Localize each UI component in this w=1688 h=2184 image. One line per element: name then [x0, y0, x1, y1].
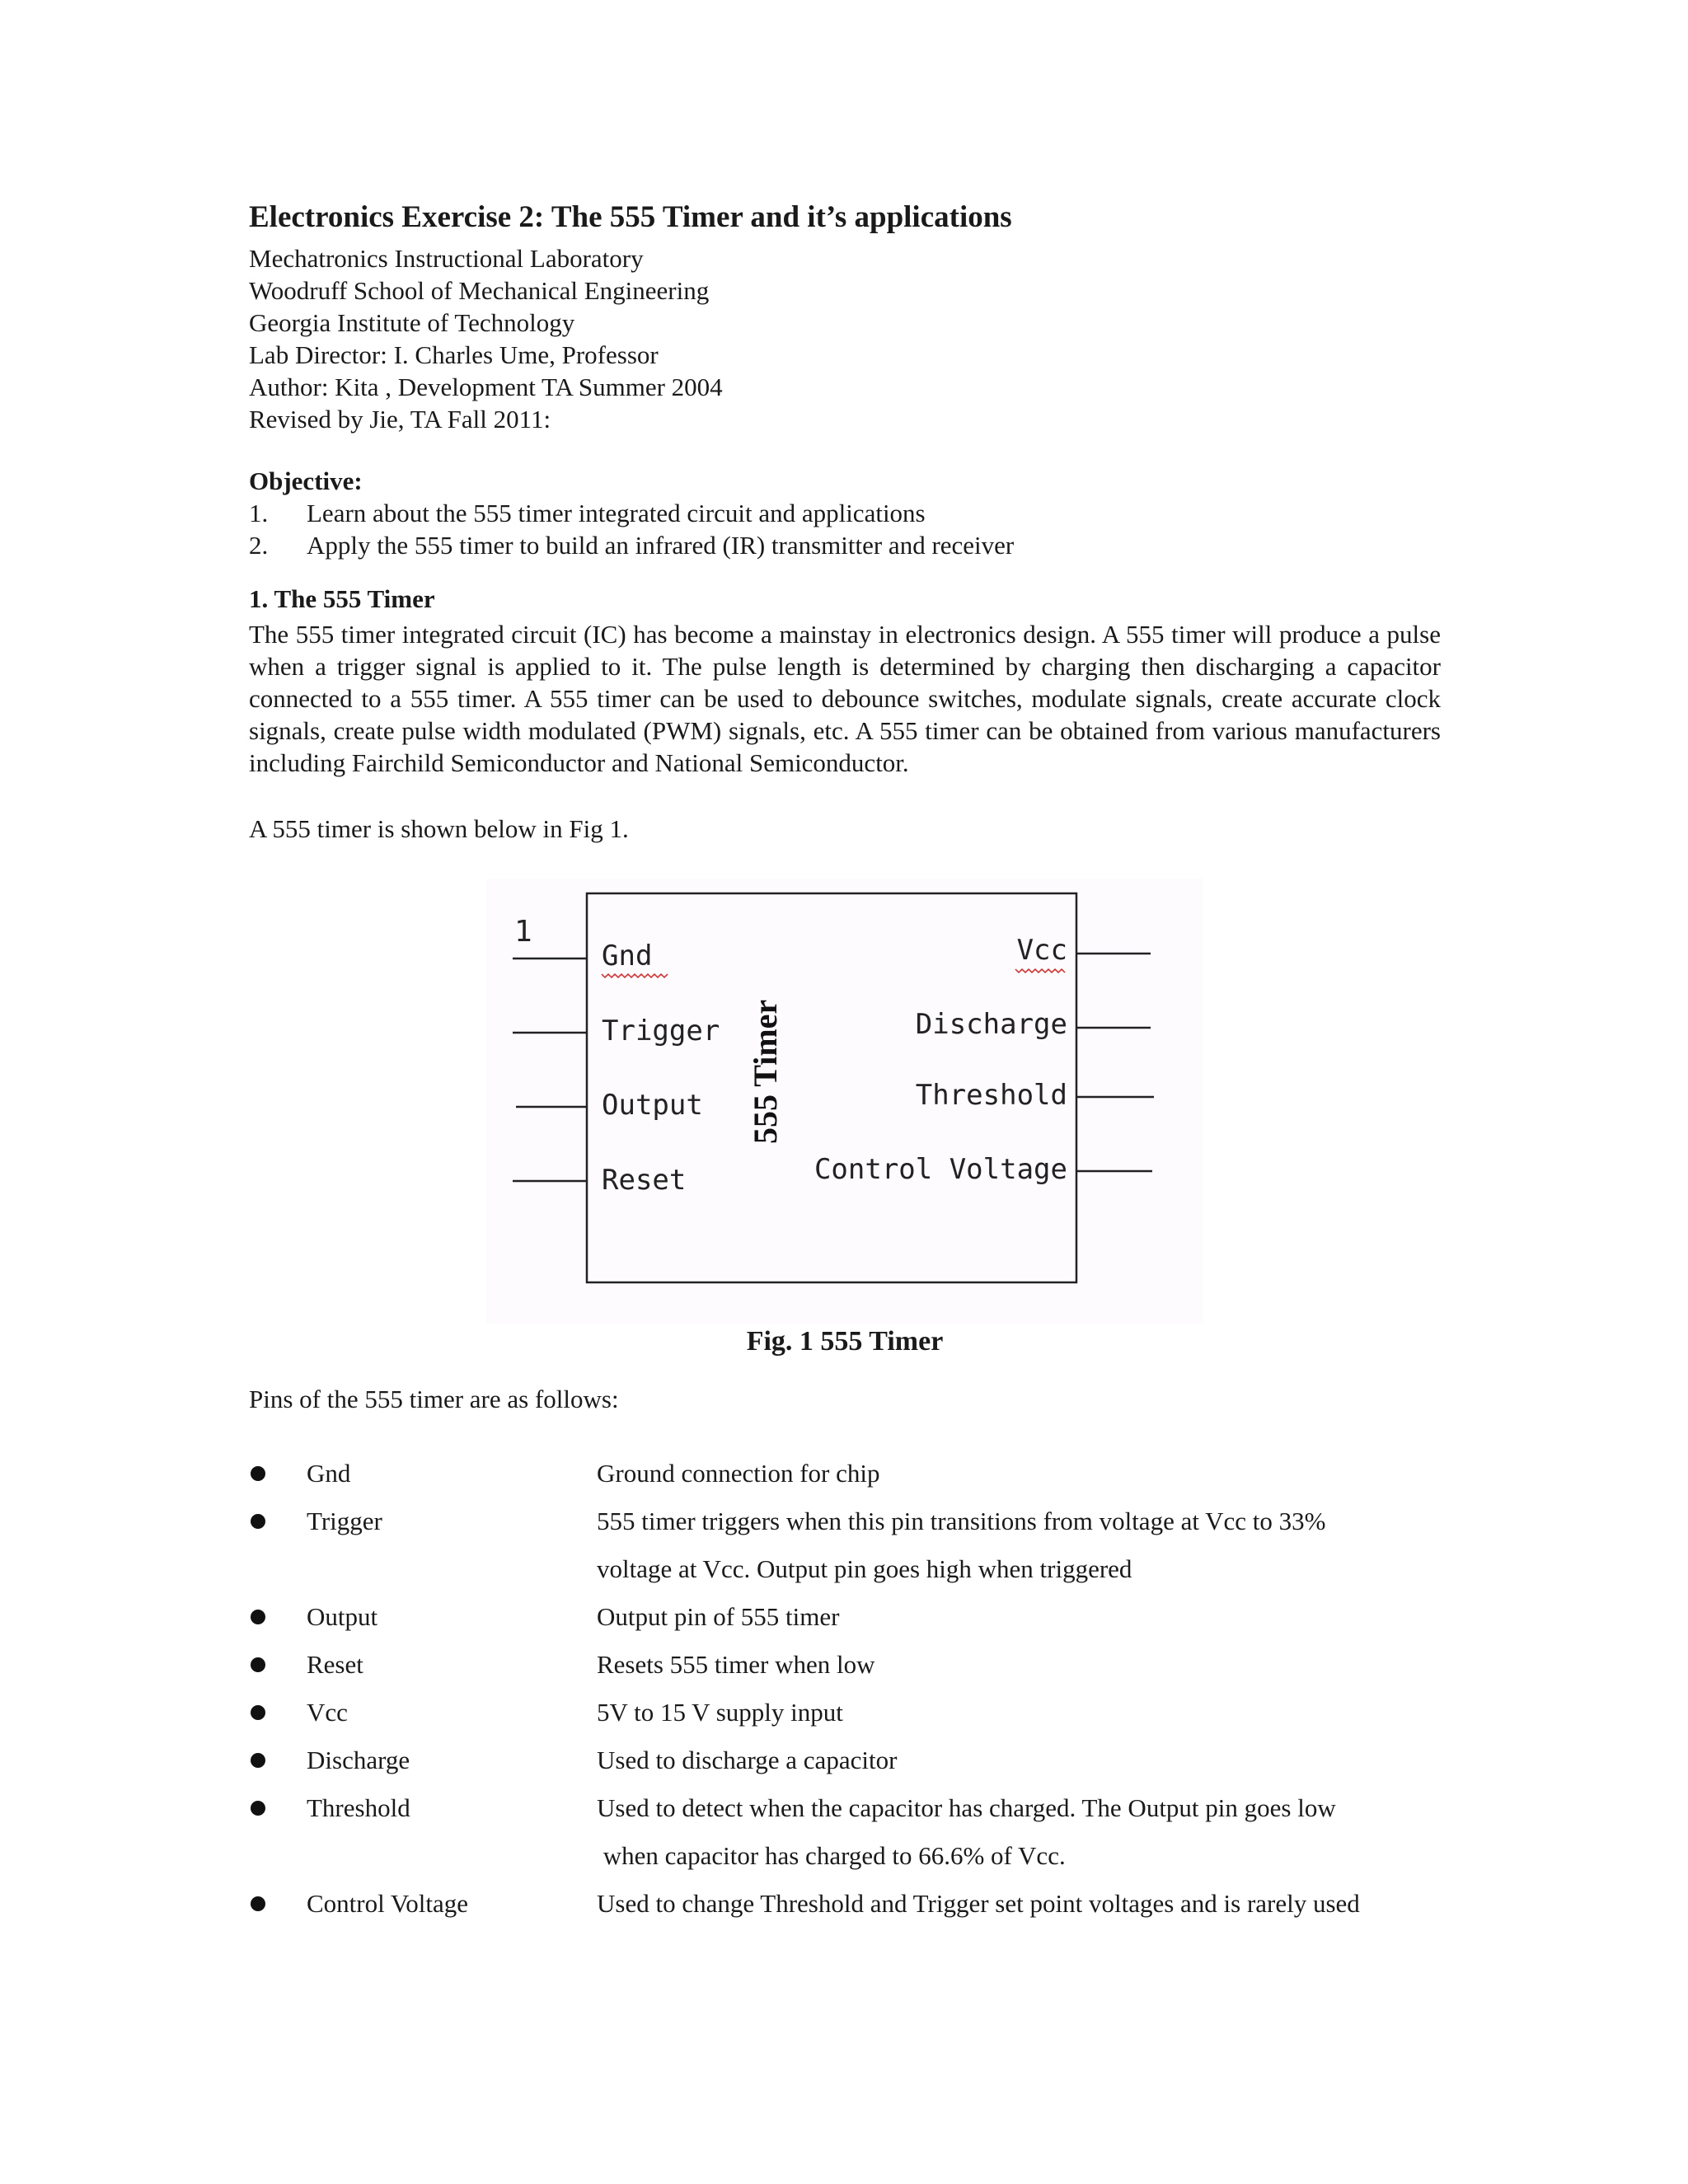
pin-label-trigger: Trigger: [602, 1015, 720, 1047]
header-line: Georgia Institute of Technology: [249, 308, 575, 337]
pin-label-gnd: Gnd: [602, 940, 653, 972]
section-heading: 1. The 555 Timer: [249, 584, 435, 613]
figure-555-timer: [0, 879, 1688, 1324]
list-item: [249, 1450, 1441, 1497]
list-text: Learn about the 555 timer integrated circuit and applications: [307, 499, 926, 527]
pin-name: Discharge: [307, 1746, 410, 1774]
pin-label-reset: Reset: [602, 1164, 687, 1197]
pin-name: Output: [307, 1602, 378, 1631]
pin-name: Vcc: [307, 1698, 348, 1727]
pin-label-vcc: Vcc: [1016, 934, 1067, 967]
pin-name: Gnd: [307, 1459, 351, 1488]
figure-background: [486, 879, 1203, 1324]
bullet-icon: [249, 1497, 307, 1593]
timer-diagram: [0, 879, 1688, 1324]
list-item: [249, 529, 1441, 561]
list-number: 2.: [249, 531, 269, 560]
pin-description: Used to change Threshold and Trigger set point voltages and is rarely used: [597, 1889, 1360, 1918]
header-line: Mechatronics Instructional Laboratory: [249, 244, 644, 273]
list-text: Apply the 555 timer to build an infrared (IR) transmitter and receiver: [307, 531, 1015, 560]
pin-label-output: Output: [602, 1089, 703, 1122]
list-item: [249, 1641, 1441, 1689]
pin-description: Used to discharge a capacitor: [597, 1746, 898, 1774]
objective-section: [249, 465, 1441, 561]
pin-label-threshold: Threshold: [915, 1079, 1067, 1112]
pin-description: 555 timer triggers when this pin transitions from voltage at Vcc to 33%: [597, 1507, 1326, 1535]
figure-caption: Fig. 1 555 Timer: [746, 1326, 944, 1357]
pin-name: Control Voltage: [307, 1889, 469, 1918]
intro-paragraph: The 555 timer integrated circuit (IC) has become a mainstay in electronics design. A 555 timer will produce a pulse when a trigger signal is applied to it. The pulse length is determined by charging then discharging a capacitor connected to a 555 timer. A 555 timer can be used to debounce switches, modulate signals, create accurate clock signals, create pulse width modulated (PWM) signals, etc. A 555 timer can be obtained from various manufacturers including Fairchild Semiconductor and National Semiconductor.: [249, 620, 1441, 777]
bullet-icon: [249, 1880, 307, 1928]
pin-description-block: [597, 1497, 1441, 1593]
section-555-timer: [249, 583, 1441, 845]
pin-description: Output pin of 555 timer: [597, 1602, 840, 1631]
pins-intro-text: Pins of the 555 timer are as follows:: [249, 1385, 619, 1413]
bullet-icon: [249, 1641, 307, 1689]
header-line: Revised by Jie, TA Fall 2011:: [249, 405, 551, 434]
objective-list: [249, 497, 1441, 561]
document-title: Electronics Exercise 2: The 555 Timer and it’s applications: [249, 200, 1012, 234]
bullet-icon: [249, 1689, 307, 1736]
pin-name: Reset: [307, 1650, 363, 1679]
bullet-icon: [249, 1593, 307, 1641]
pin-name: Trigger: [307, 1507, 382, 1535]
list-item: [249, 1497, 1441, 1593]
list-item: [249, 497, 1441, 529]
chip-label: 555 Timer: [747, 999, 784, 1144]
pin-description-continued: voltage at Vcc. Output pin goes high when triggered: [597, 1554, 1132, 1583]
pin-description: 5V to 15 V supply input: [597, 1698, 843, 1727]
objective-heading: Objective:: [249, 466, 363, 495]
pin-list: [249, 1450, 1441, 1928]
list-item: [249, 1736, 1441, 1784]
list-item: [249, 1689, 1441, 1736]
pin-label-control-voltage: Control Voltage: [814, 1153, 1067, 1186]
pin-description: Resets 555 timer when low: [597, 1650, 875, 1679]
pin-description: Ground connection for chip: [597, 1459, 880, 1488]
document-page: [249, 198, 1441, 1928]
author-block: [249, 242, 1441, 435]
list-item: [249, 1593, 1441, 1641]
header-line: Author: Kita , Development TA Summer 2004: [249, 373, 723, 401]
pin-description-block: [597, 1784, 1441, 1880]
list-item: [249, 1880, 1441, 1928]
pin-name: Threshold: [307, 1793, 410, 1822]
pin1-marker: 1: [514, 915, 532, 949]
pin-label-discharge: Discharge: [915, 1008, 1067, 1041]
pin-description-continued: when capacitor has charged to 66.6% of Vcc.: [597, 1841, 1066, 1870]
header-line: Lab Director: I. Charles Ume, Professor: [249, 340, 659, 369]
bullet-icon: [249, 1450, 307, 1497]
figure-intro-text: A 555 timer is shown below in Fig 1.: [249, 814, 629, 843]
bullet-icon: [249, 1736, 307, 1784]
bullet-icon: [249, 1784, 307, 1880]
pin-description: Used to detect when the capacitor has charged. The Output pin goes low: [597, 1793, 1336, 1822]
list-item: [249, 1784, 1441, 1880]
list-number: 1.: [249, 499, 269, 527]
header-line: Woodruff School of Mechanical Engineering: [249, 276, 710, 305]
